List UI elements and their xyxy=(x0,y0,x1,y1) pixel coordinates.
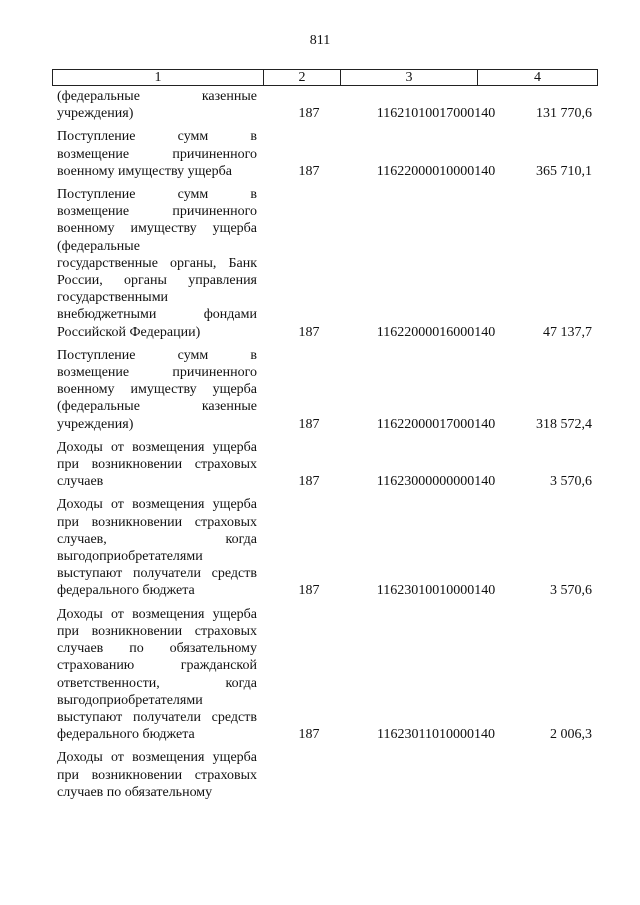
table-row xyxy=(57,749,598,801)
description-line: Доходы от возмещения ущерба xyxy=(57,497,257,513)
table-row xyxy=(57,88,598,122)
row-description xyxy=(57,128,257,180)
table-row xyxy=(57,439,598,491)
description-line: при возникновении страховых xyxy=(57,623,257,639)
table-row xyxy=(57,186,598,341)
row-budget-code: 11623011010000140 xyxy=(377,727,495,743)
row-description xyxy=(57,347,257,433)
row-amount: 3 570,6 xyxy=(550,583,592,599)
description-line: федерального бюджета xyxy=(57,727,195,743)
description-line: Российской Федерации) xyxy=(57,324,201,340)
row-amount: 47 137,7 xyxy=(543,324,592,340)
row-budget-code: 11622000016000140 xyxy=(376,324,496,340)
description-line: России, органы управления xyxy=(57,273,257,289)
description-line: федерального бюджета xyxy=(57,583,195,599)
description-line: Поступление сумм в xyxy=(57,187,257,203)
description-line: военному имуществу ущерба xyxy=(57,163,232,179)
row-admin-code: 187 xyxy=(298,474,320,490)
row-description xyxy=(57,496,257,599)
table-row xyxy=(57,606,598,744)
row-amount: 2 006,3 xyxy=(550,727,592,743)
description-line: Доходы от возмещения ущерба xyxy=(57,439,257,455)
row-admin-code: 187 xyxy=(298,727,320,743)
row-description xyxy=(57,88,257,122)
row-admin-code: 187 xyxy=(298,106,320,122)
row-description xyxy=(57,606,257,744)
description-line: случаев по обязательному xyxy=(57,641,257,657)
header-col-3: 3 xyxy=(341,70,478,85)
row-amount: 131 770,6 xyxy=(536,106,592,122)
row-budget-code: 11622000017000140 xyxy=(376,416,496,432)
row-description xyxy=(57,186,257,341)
description-line: случаев xyxy=(57,474,104,490)
description-line: случаев, когда xyxy=(57,531,257,547)
description-line: ответственности, когда xyxy=(57,675,257,691)
row-amount: 365 710,1 xyxy=(536,163,592,179)
table-header xyxy=(52,69,598,86)
table-row xyxy=(57,496,598,599)
row-amount: 318 572,4 xyxy=(536,416,592,432)
page-number: 811 xyxy=(309,33,331,48)
description-line: государственными xyxy=(57,290,169,306)
description-line: выступают получатели средств xyxy=(57,566,257,582)
description-line: выступают получатели средств xyxy=(57,709,257,725)
table-row xyxy=(57,128,598,180)
description-line: при возникновении страховых xyxy=(57,457,257,473)
description-line: внебюджетными фондами xyxy=(57,307,257,323)
description-line: при возникновении страховых xyxy=(57,514,257,530)
header-col-4: 4 xyxy=(534,70,541,85)
row-admin-code: 187 xyxy=(298,416,320,432)
description-line: выгодоприобретателями xyxy=(57,549,203,565)
row-budget-code: 11622000010000140 xyxy=(376,163,496,179)
description-line: (федеральные xyxy=(57,238,140,254)
row-admin-code: 187 xyxy=(298,583,320,599)
description-line: Поступление сумм в xyxy=(57,347,257,363)
table-row xyxy=(57,347,598,433)
description-line: учреждения) xyxy=(57,106,134,122)
description-line: государственные органы, Банк xyxy=(57,255,257,271)
description-line: Поступление сумм в xyxy=(57,129,257,145)
row-budget-code: 11623010010000140 xyxy=(376,583,496,599)
description-line: выгодоприобретателями xyxy=(57,692,203,708)
row-admin-code: 187 xyxy=(298,163,320,179)
description-line: возмещение причиненного xyxy=(57,365,257,381)
description-line: учреждения) xyxy=(57,416,134,432)
description-line: Доходы от возмещения ущерба xyxy=(57,606,257,622)
description-line: возмещение причиненного xyxy=(57,204,257,220)
header-col-1: 1 xyxy=(53,70,264,85)
table-body xyxy=(57,88,598,807)
header-col-2: 2 xyxy=(264,70,341,85)
description-line: (федеральные казенные xyxy=(57,89,257,104)
description-line: (федеральные казенные xyxy=(57,399,257,415)
description-line: возмещение причиненного xyxy=(57,146,257,162)
description-line: военному имуществу ущерба xyxy=(57,382,257,398)
description-line: при возникновении страховых xyxy=(57,767,257,783)
description-line: страхованию гражданской xyxy=(57,658,257,674)
row-admin-code: 187 xyxy=(298,324,320,340)
description-line: случаев по обязательному xyxy=(57,784,213,800)
row-budget-code: 11623000000000140 xyxy=(376,474,496,490)
description-line: военному имуществу ущерба xyxy=(57,221,257,237)
description-line: Доходы от возмещения ущерба xyxy=(57,750,257,766)
row-description xyxy=(57,439,257,491)
row-budget-code: 11621010017000140 xyxy=(376,106,496,122)
row-amount: 3 570,6 xyxy=(550,474,592,490)
row-description xyxy=(57,749,257,801)
